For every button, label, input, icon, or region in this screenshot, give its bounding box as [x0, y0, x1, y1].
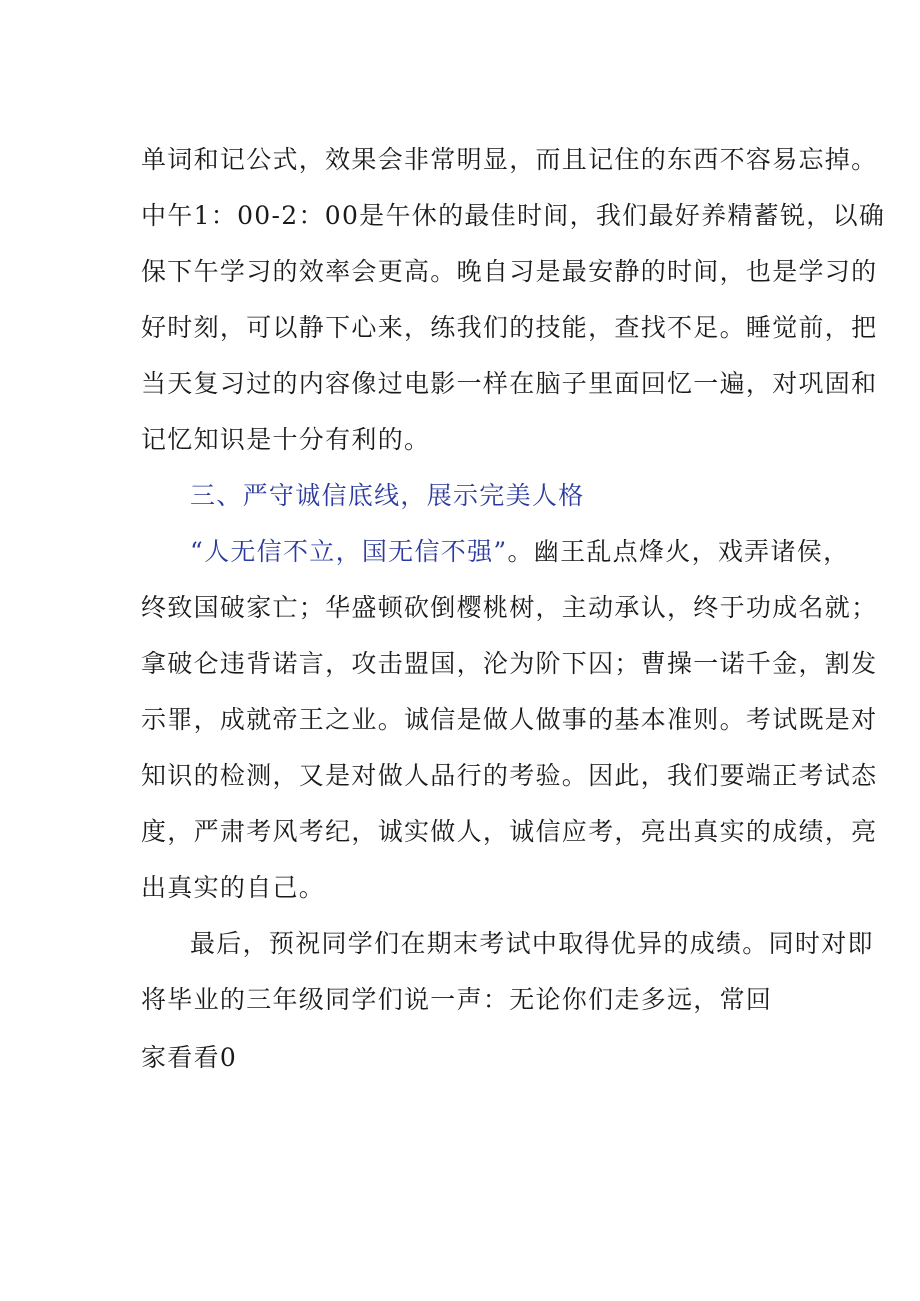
text-line: 当天复习过的内容像过电影一样在脑子里面回忆一遍，对巩固和 — [141, 369, 878, 398]
text-line: 出真实的自己。 — [141, 873, 326, 902]
text-line: 家看看0 — [141, 1043, 238, 1072]
text-line: 终致国破家亡；华盛顿砍倒樱桃树，主动承认，终于功成名就； — [141, 593, 878, 622]
text-line: 单词和记公式，效果会非常明显，而且记住的东西不容易忘掉。 — [141, 145, 878, 174]
text-line: 保下午学习的效率会更高。晚自习是最安静的时间，也是学习的 — [141, 257, 878, 286]
text-line: 示罪，成就帝王之业。诚信是做人做事的基本准则。考试既是对 — [141, 705, 878, 734]
text-line: 将毕业的三年级同学们说一声：无论你们走多远，常回 — [141, 985, 773, 1014]
text-line: 中午1：00-2：00是午休的最佳时间，我们最好养精蓄锐，以确 — [141, 201, 886, 230]
text-line: 最后，预祝同学们在期末考试中取得优异的成绩。同时对即 — [190, 929, 874, 958]
text-line: 记忆知识是十分有利的。 — [141, 425, 431, 454]
paragraph-first-line — [190, 537, 849, 567]
text-line: 拿破仑违背诺言，攻击盟国，沦为阶下囚；曹操一诺千金，割发 — [141, 649, 878, 678]
text-line: 知识的检测，又是对做人品行的考验。因此，我们要端正考试态 — [141, 761, 878, 790]
section-heading: 三、严守诚信底线，展示完美人格 — [190, 481, 585, 510]
quote-continuation: 。幽王乱点烽火，戏弄诸侯， — [507, 537, 850, 566]
text-line: 度，严肃考风考纪，诚实做人，诚信应考，亮出真实的成绩，亮 — [141, 817, 878, 846]
text-line: 好时刻，可以静下心来，练我们的技能，查找不足。睡觉前，把 — [141, 313, 878, 342]
quote-text: “人无信不立，国无信不强” — [190, 537, 508, 566]
